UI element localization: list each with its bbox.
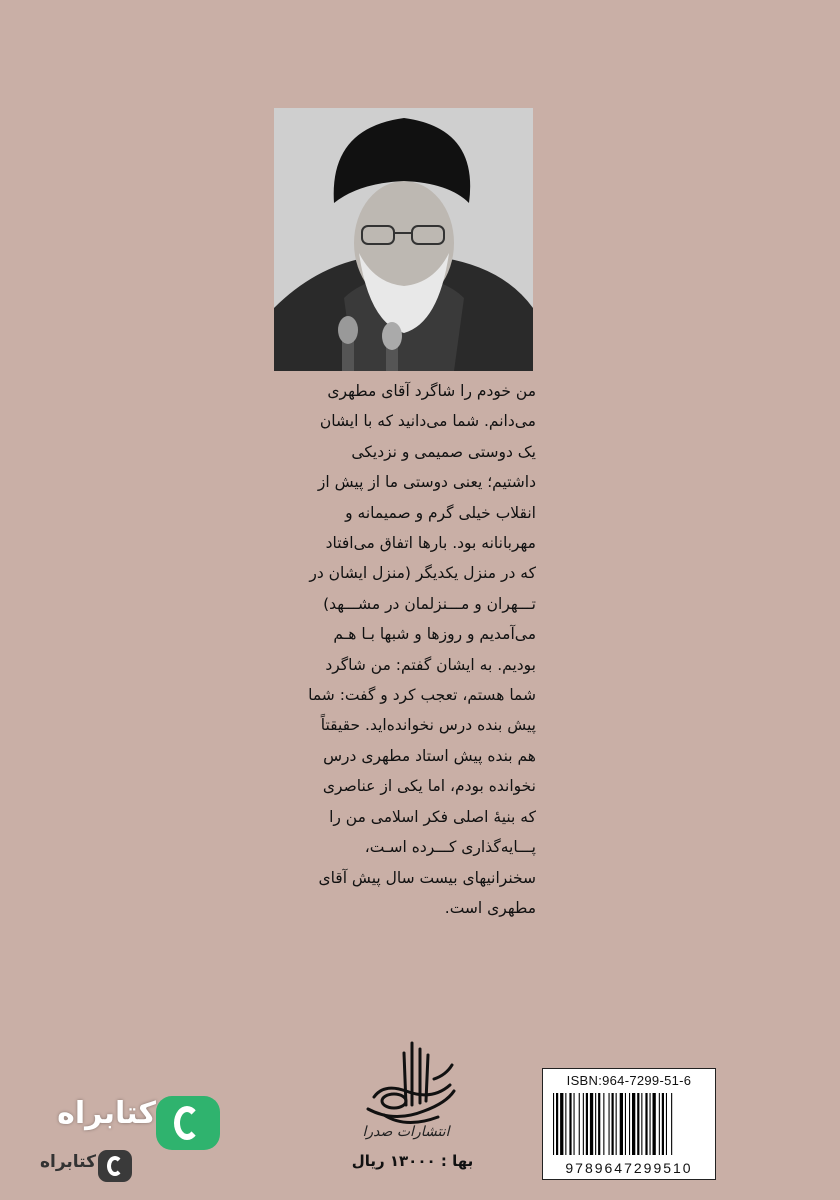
quote-line: که بنیهٔ اصلی فکر اسلامی من را [329,807,536,826]
quote-line: بودیم. به ایشان گفتم: من شاگرد [325,655,536,674]
quote-line: هم بنده پیش استاد مطهری درس [323,746,536,765]
quote-line: مهربانانه بود. بارها اتفاق می‌افتاد [325,534,536,553]
quote-line: پـــایه‌گذاری کـــرده اسـت، [364,838,536,857]
quote-line: سخنرانیهای بیست سال پیش آقای [318,868,536,887]
quote-line: انقلاب خیلی گرم و صمیمانه و [345,503,536,522]
quote-line: داشتیم؛ یعنی دوستی ما از پیش از [317,473,536,492]
publisher-name: انتشارات صدرا [362,1124,450,1140]
isbn-barcode [542,1068,716,1180]
watermark-text-small: کتابراه [39,1152,96,1172]
watermark-badge-icon [156,1096,220,1150]
quote-line: می‌آمدیم و روزها و شبها بـا هـم [333,625,536,644]
watermark-text: کتابراه [57,1096,156,1131]
price-label: بها : ۱۳۰۰۰ ریال [351,1152,474,1170]
portrait-photo [274,108,533,371]
barcode-digits: 9789647299510 [565,1160,693,1176]
quote-line: تـــهران و مـــنزلمان در مشـــهد) [323,594,536,613]
watermark [12,1092,212,1187]
quote-line: یک دوستی صمیمی و نزدیکی [351,442,536,461]
quote-line: نخوانده بودم، اما یکی از عناصری [322,777,536,796]
quote-text [268,376,536,923]
portrait-image [274,108,533,371]
quote-line: که در منزل یکدیگر (منزل ایشان در [309,564,536,583]
barcode-bars [553,1093,705,1155]
isbn-text: ISBN:964-7299-51-6 [566,1073,692,1088]
quote-line: مطهری است. [444,898,536,917]
quote-line: من خودم را شاگرد آقای مطهری [327,382,536,400]
quote-line: پیش بنده درس نخوانده‌اید. حقیقتاً [320,716,536,735]
quote-line: شما هستم، تعجب کرد و گفت: شما [308,686,536,705]
quote-line: می‌دانم. شما می‌دانید که با ایشان [319,412,536,431]
watermark-small-badge-icon [98,1150,132,1182]
